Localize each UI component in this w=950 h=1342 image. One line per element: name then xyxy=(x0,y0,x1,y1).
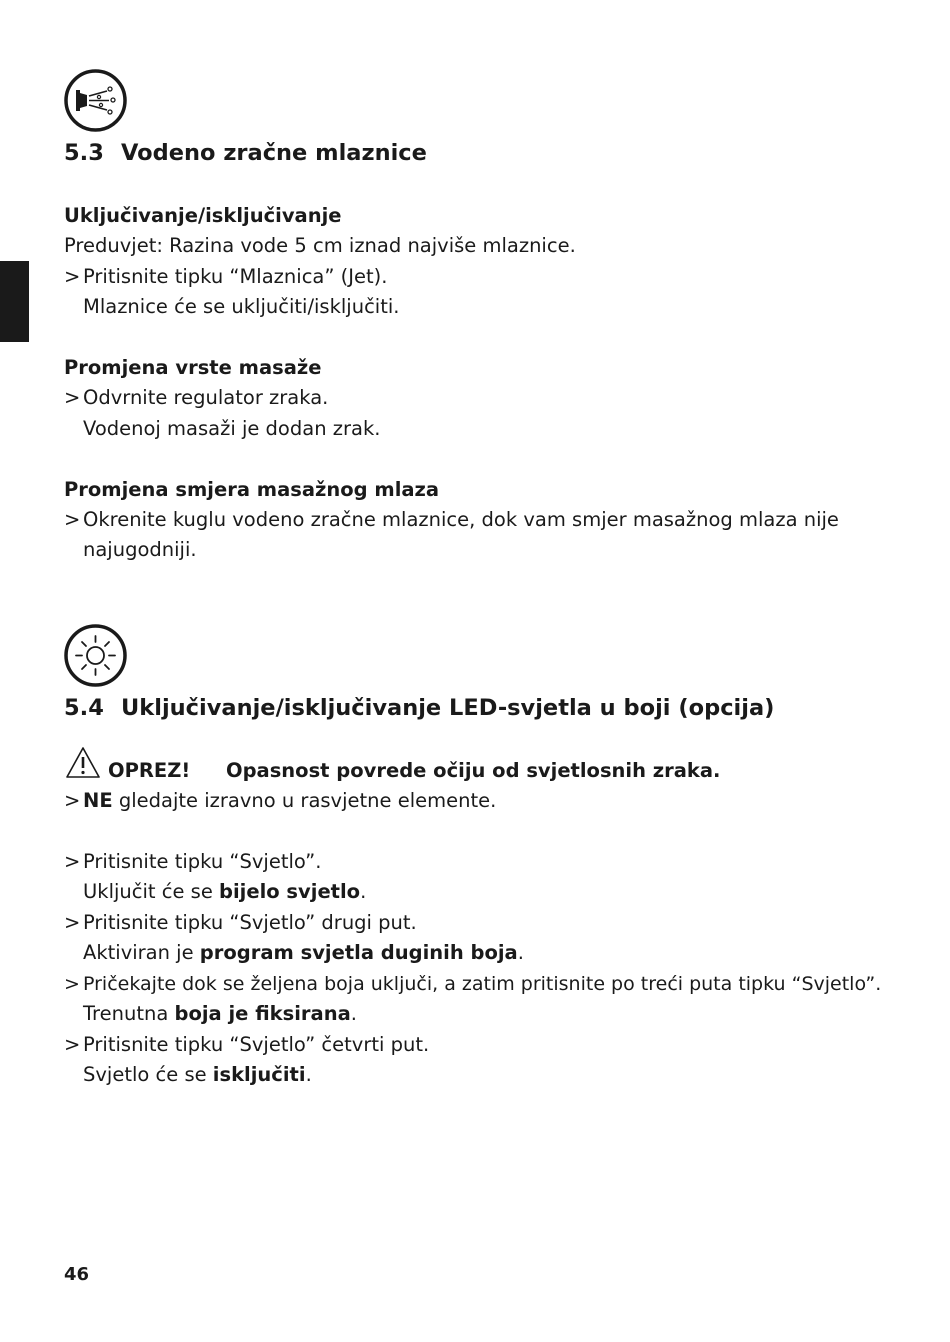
bullet-marker: > xyxy=(64,508,81,531)
result-light-2: Aktiviran je program svjetla duginih boja. xyxy=(83,941,524,964)
bullet-marker: > xyxy=(64,911,81,934)
step-light-3: > Pričekajte dok se željena boja uključi, a zatim pritisnite po treći puta tipku “Svjetlo”. xyxy=(64,969,881,999)
warning-label: OPREZ! xyxy=(108,759,191,782)
step-light-4: > Pritisnite tipku “Svjetlo” četvrti put. xyxy=(64,1030,429,1060)
result-jets-toggle: Mlaznice će se uključiti/isključiti. xyxy=(83,295,400,318)
warning-ne: NE xyxy=(83,789,113,812)
step-turn-nozzle: > Okrenite kuglu vodeno zračne mlaznice, dok vam smjer masažnog mlaza nije xyxy=(64,505,839,535)
bullet-marker: > xyxy=(64,265,81,288)
subheading-massage-type: Promjena vrste masaže xyxy=(64,356,322,379)
subheading-on-off: Uključivanje/isključivanje xyxy=(64,204,342,227)
precondition-text: Preduvjet: Razina vode 5 cm iznad najviše mlaznice. xyxy=(64,234,576,257)
section-5-3-title xyxy=(64,140,427,166)
page-number: 46 xyxy=(64,1264,90,1285)
section-title-text: Uključivanje/isključivanje LED-svjetla u boji (opcija) xyxy=(121,695,775,721)
result-light-1: Uključit će se bijelo svjetlo. xyxy=(83,880,367,903)
jet-nozzle-icon xyxy=(63,68,128,133)
warning-instruction: > NE gledajte izravno u rasvjetne elemente. xyxy=(64,786,496,816)
section-number: 5.4 xyxy=(64,695,104,721)
result-air-added: Vodenoj masaži je dodan zrak. xyxy=(83,417,381,440)
bullet-marker: > xyxy=(64,789,81,812)
warning-text: Opasnost povrede očiju od svjetlosnih zraka. xyxy=(226,759,721,782)
bullet-marker: > xyxy=(64,850,81,873)
light-sun-icon xyxy=(63,623,128,688)
result-light-3: Trenutna boja je fiksirana. xyxy=(83,1002,357,1025)
step-turn-nozzle-cont: najugodniji. xyxy=(83,538,197,561)
step-jet-button: > Pritisnite tipku “Mlaznica” (Jet). xyxy=(64,262,387,292)
bullet-marker: > xyxy=(64,973,80,995)
step-light-2: > Pritisnite tipku “Svjetlo” drugi put. xyxy=(64,908,417,938)
section-5-4-title xyxy=(64,695,774,721)
warning-triangle-icon xyxy=(64,745,102,781)
chapter-side-tab xyxy=(0,261,29,342)
step-light-1: > Pritisnite tipku “Svjetlo”. xyxy=(64,847,321,877)
step-air-regulator: > Odvrnite regulator zraka. xyxy=(64,383,328,413)
bullet-marker: > xyxy=(64,386,81,409)
section-number: 5.3 xyxy=(64,140,104,166)
result-light-4: Svjetlo će se isključiti. xyxy=(83,1063,312,1086)
subheading-jet-direction: Promjena smjera masažnog mlaza xyxy=(64,478,440,501)
section-title-text: Vodeno zračne mlaznice xyxy=(121,140,427,166)
bullet-marker: > xyxy=(64,1033,81,1056)
